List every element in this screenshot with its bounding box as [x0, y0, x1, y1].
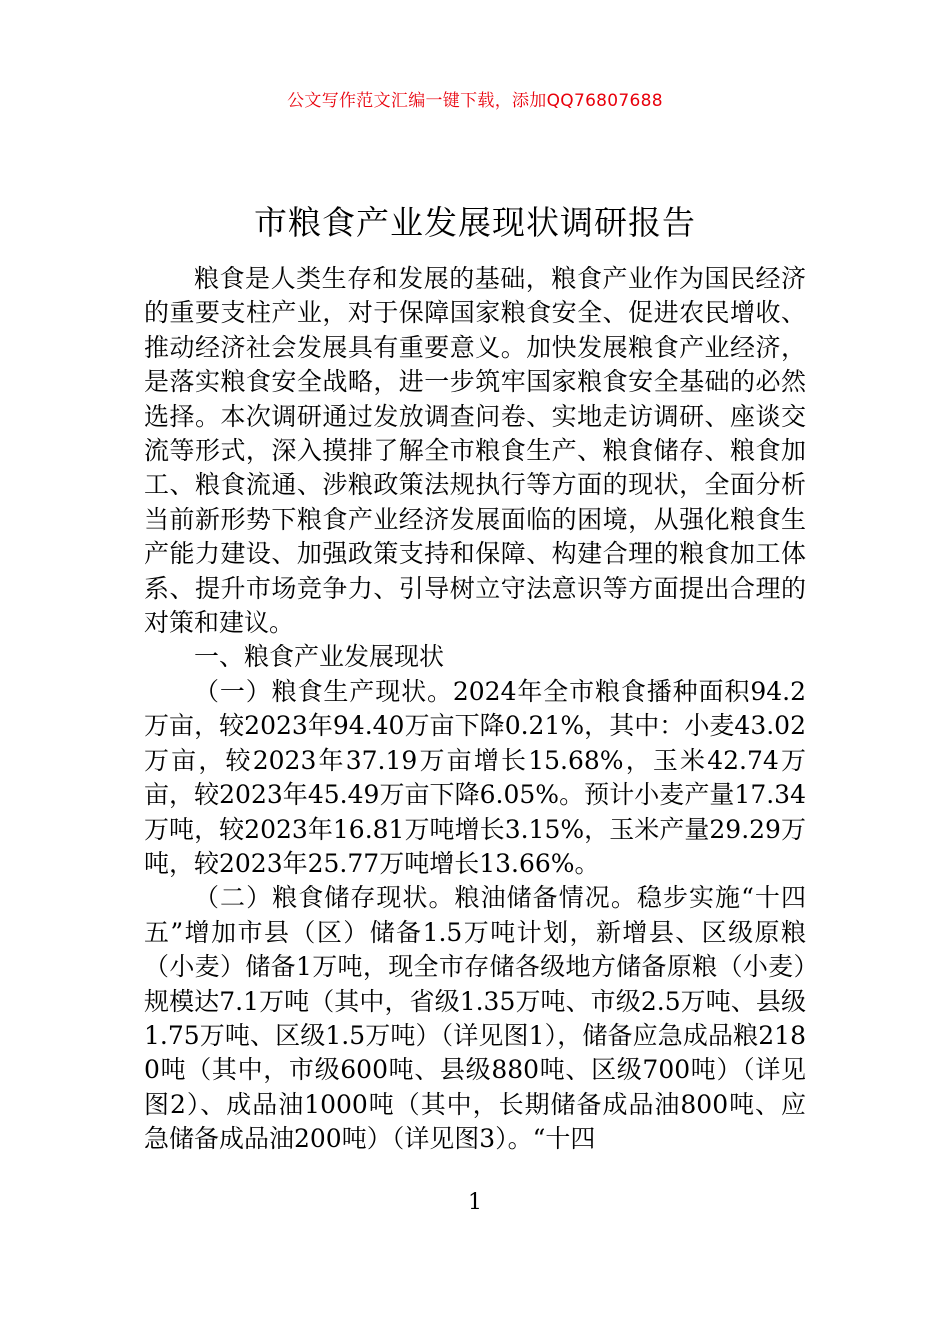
page-number: 1 — [468, 1190, 482, 1215]
production-paragraph: （一）粮食生产现状。2024年全市粮食播种面积94.2万亩，较2023年94.40万亩下降0.21%，其中：小麦43.02万亩，较2023年37.19万亩增长15.68%，玉米42.74万亩，较2023年45.49万亩下降6.05%。预计小麦产量17.34万吨，较2023年16.81万吨增长3.15%，玉米产量29.29万吨，较2023年25.77万吨增长13.66%。 — [144, 676, 806, 878]
document-body — [144, 262, 806, 1157]
intro-paragraph: 粮食是人类生存和发展的基础，粮食产业作为国民经济的重要支柱产业，对于保障国家粮食安全、促进农民增收、推动经济社会发展具有重要意义。加快发展粮食产业经济，是落实粮食安全战略，进一步筑牢国家粮食安全基础的必然选择。本次调研通过发放调查问卷、实地走访调研、座谈交流等形式，深入摸排了解全市粮食生产、粮食储存、粮食加工、粮食流通、涉粮政策法规执行等方面的现状，全面分析当前新形势下粮食产业经济发展面临的困境，从强化粮食生产能力建设、加强政策支持和保障、构建合理的粮食加工体系、提升市场竞争力、引导树立守法意识等方面提出合理的对策和建议。 — [144, 264, 806, 638]
section-heading: 一、粮食产业发展现状 — [194, 642, 445, 672]
page-title: 市粮食产业发展现状调研报告 — [254, 203, 696, 243]
storage-paragraph: （二）粮食储存现状。粮油储备情况。稳步实施“十四五”增加市县（区）储备1.5万吨计划，新增县、区级原粮（小麦）储备1万吨，现全市存储各级地方储备原粮（小麦）规模达7.1万吨（其中，省级1.35万吨、市级2.5万吨、县级1.75万吨、区级1.5万吨）（详见图1），储备应急成品粮2180吨（其中，市级600吨、县级880吨、区级700吨）（详见图2）、成品油1000吨（其中，长期储备成品油800吨、应急储备成品油200吨）（详见图3）。“十四 — [144, 883, 806, 1154]
download-watermark: 公文写作范文汇编一键下载，添加QQ76807688 — [287, 91, 663, 111]
